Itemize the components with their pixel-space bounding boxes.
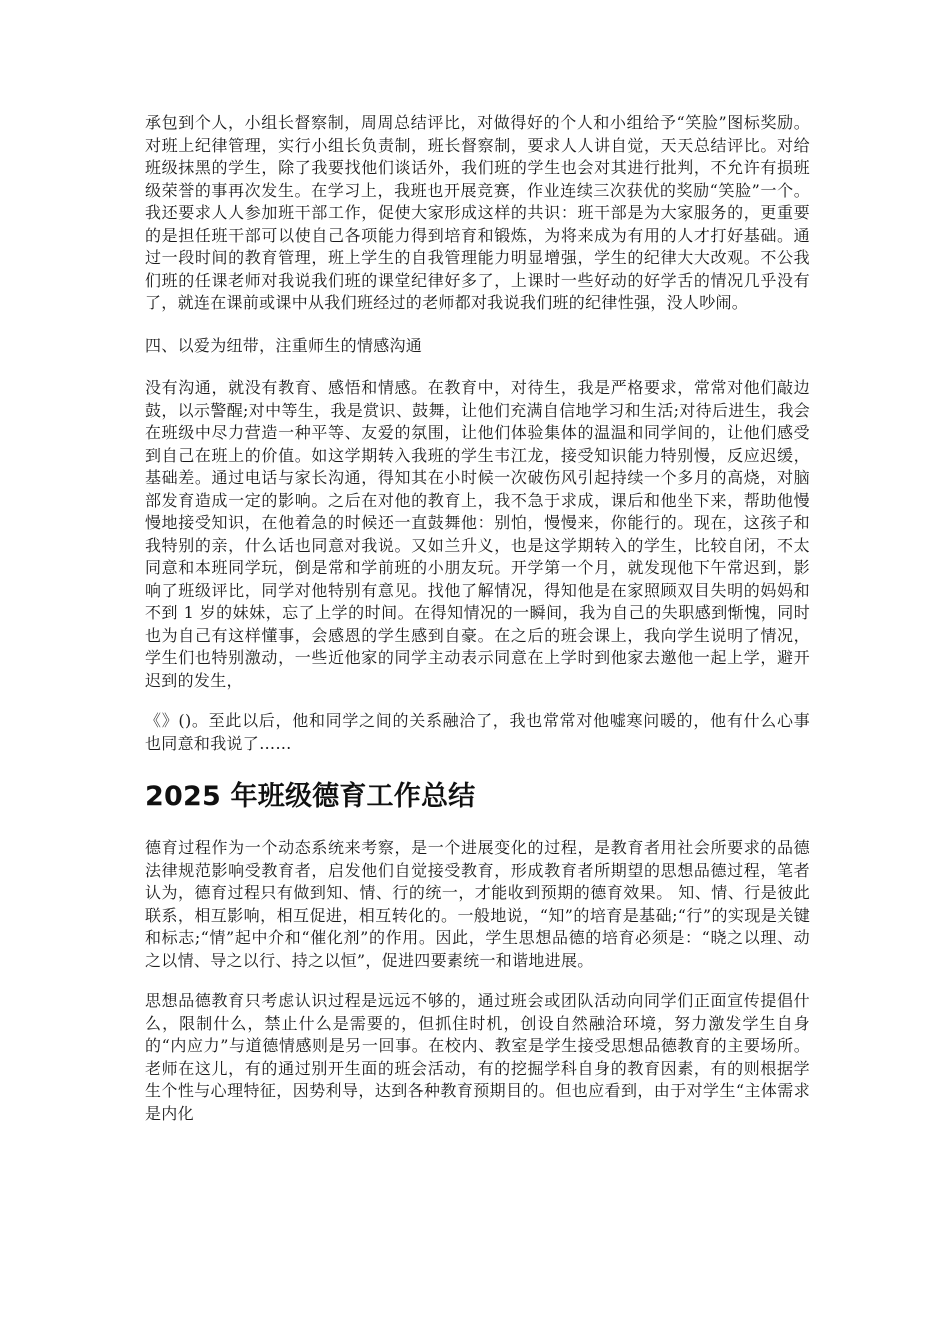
paragraph-class-management: 承包到个人，小组长督察制，周周总结评比，对做得好的个人和小组给予“笑脸”图标奖励。对班上纪律管理，实行小组长负责制，班长督察制，要求人人讲自觉，天天总结评比。对给班级抹黑的学生，除了我要找他们谈话外，我们班的学生也会对其进行批判，不允许有损班级荣誉的事再次发生。在学习上，我班也开展竞赛，作业连续三次获优的奖励“笑脸”一个。我还要求人人参加班干部工作，促使大家形成这样的共识：班干部是为大家服务的，更重要的是担任班干部可以使自己各项能力得到培育和锻炼，为将来成为有用的人才打好基础。通过一段时间的教育管理，班上学生的自我管理能力明显增强，学生的纪律大大改观。不公我们班的任课老师对我说我们班的课堂纪律好多了，上课时一些好动的好学舌的情况几乎没有了，就连在课前或课中从我们班经过的老师都对我说我们班的纪律性强，没人吵闹。 <box>145 113 810 312</box>
document-page <box>145 112 810 1125</box>
paragraph-moral-process: 德育过程作为一个动态系统来考察，是一个进展变化的过程，是教育者用社会所要求的品德法律规范影响受教育者，启发他们自觉接受教育，形成教育者所期望的思想品德过程，笔者认为，德育过程只有做到知、情、行的统一，才能收到预期的德育效果。 知、情、行是彼此联系，相互影响，相互促进，相互转化的。一般地说，“知”的培育是基础;“行”的实现是关键和标志;“情”起中介和“催化剂”的作用。因此，学生思想品德的培育必须是：“晓之以理、动之以情、导之以行、持之以恒”，促进四要素统一和谐地进展。 <box>145 838 810 970</box>
paragraph-conclusion: 《》()。至此以后，他和同学之间的关系融洽了，我也常常对他嘘寒问暖的，他有什么心事也同意和我说了…… <box>145 711 810 753</box>
title-spacer <box>145 817 810 837</box>
document-title: 2025 年班级德育工作总结 <box>145 781 476 812</box>
paragraph-spacer <box>145 315 810 335</box>
paragraph-spacer <box>145 972 810 990</box>
section-heading-four: 四、以爱为纽带，注重师生的情感沟通 <box>145 335 423 355</box>
title-spacer <box>145 755 810 777</box>
paragraph-communication: 没有沟通，就没有教育、感悟和情感。在教育中，对待生，我是严格要求，常常对他们敲边鼓，以示警醒;对中等生，我是赏识、鼓舞，让他们充满自信地学习和生活;对待后进生，我会在班级中尽力营造一种平等、友爱的氛围，让他们体验集体的温温和同学间的，让他们感受到自己在班上的价值。如这学期转入我班的学生韦江龙，接受知识能力特别慢，反应迟缓，基础差。通过电话与家长沟通，得知其在小时候一次破伤风引起持续一个多月的高烧，对脑部发育造成一定的影响。之后在对他的教育上，我不急于求成，课后和他坐下来，帮助他慢慢地接受知识，在他着急的时候还一直鼓舞他：别怕，慢慢来，你能行的。现在，这孩子和我特别的亲，什么话也同意对我说。又如兰升义，也是这学期转入的学生，比较自闭，不太同意和本班同学玩，倒是常和学前班的小朋友玩。开学第一个月，就发现他下午常迟到，影响了班级评比，同学对他特别有意见。找他了解情况，得知他是在家照顾双目失明的妈妈和不到 1 岁的妹妹，忘了上学的时间。在得知情况的一瞬间，我为自己的失职感到惭愧，同时也为自己有这样懂事，会感恩的学生感到自豪。在之后的班会课上，我向学生说明了情况，学生们也特别激动，一些近他家的同学主动表示同意在上学时到他家去邀他一起上学，避开迟到的发生， <box>145 378 810 690</box>
paragraph-spacer <box>145 692 810 710</box>
paragraph-spacer <box>145 357 810 377</box>
paragraph-moral-education: 思想品德教育只考虑认识过程是远远不够的，通过班会或团队活动向同学们正面宣传提倡什么，限制什么，禁止什么是需要的，但抓住时机，创设自然融洽环境，努力激发学生自身的“内应力”与道德情感则是另一回事。在校内、教室是学生接受思想品德教育的主要场所。老师在这儿，有的通过别开生面的班会活动，有的挖掘学科自身的教育因素，有的则根据学生个性与心理特征，因势利导，达到各种教育预期目的。但也应看到，由于对学生“主体需求是内化 <box>145 991 810 1123</box>
